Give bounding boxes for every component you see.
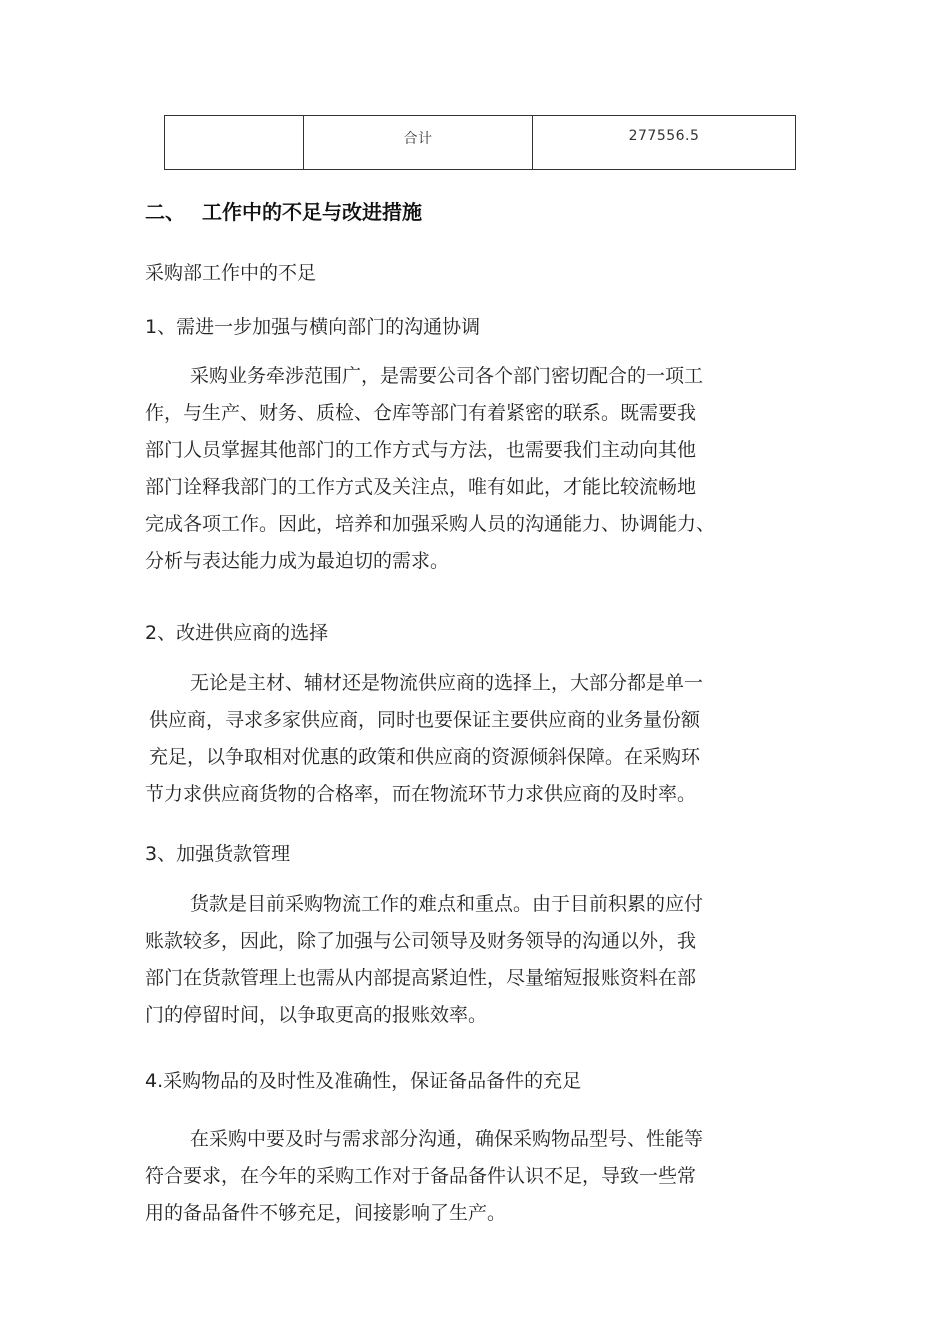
paragraph-line: 采购业务牵涉范围广，是需要公司各个部门密切配合的一项工 <box>190 365 704 387</box>
paragraph-line: 部门人员掌握其他部门的工作方式与方法，也需要我们主动向其他 <box>145 439 697 461</box>
paragraph <box>145 665 825 813</box>
paragraph-line: 分析与表达能力成为最迫切的需求。 <box>145 550 450 572</box>
item-heading: 1、需进一步加强与横向部门的沟通协调 <box>145 316 481 338</box>
table-cell-total-label: 合计 <box>304 116 533 170</box>
paragraph-line: 部门诠释我部门的工作方式及关注点，唯有如此，才能比较流畅地 <box>145 476 697 498</box>
section-title: 工作中的不足与改进措施 <box>202 200 422 224</box>
subtitle: 采购部工作中的不足 <box>145 262 317 284</box>
paragraph-line: 节力求供应商货物的合格率，而在物流环节力求供应商的及时率。 <box>145 783 697 805</box>
paragraph-line: 货款是目前采购物流工作的难点和重点。由于目前积累的应付 <box>190 893 704 915</box>
paragraph <box>145 358 825 580</box>
paragraph-line: 账款较多，因此，除了加强与公司领导及财务领导的沟通以外，我 <box>145 930 697 952</box>
paragraph-line: 充足，以争取相对优惠的政策和供应商的资源倾斜保障。在采购环 <box>149 746 701 768</box>
paragraph <box>145 1121 825 1232</box>
paragraph-line: 符合要求，在今年的采购工作对于备品备件认识不足，导致一些常 <box>145 1165 697 1187</box>
item-heading: 4.采购物品的及时性及准确性，保证备品备件的充足 <box>145 1070 582 1092</box>
item-heading: 3、加强货款管理 <box>145 843 291 865</box>
section-heading <box>145 196 810 225</box>
paragraph-line: 门的停留时间，以争取更高的报账效率。 <box>145 1004 488 1026</box>
item-heading: 2、改进供应商的选择 <box>145 622 329 644</box>
table-cell-total-value: 277556.5 <box>533 116 796 170</box>
section-number: 二、 <box>145 200 185 224</box>
paragraph-line: 用的备品备件不够充足，间接影响了生产。 <box>145 1202 507 1224</box>
table-row <box>165 116 796 170</box>
summary-table <box>164 115 796 170</box>
table-cell-empty <box>165 116 304 170</box>
paragraph-line: 无论是主材、辅材还是物流供应商的选择上，大部分都是单一 <box>190 672 704 694</box>
paragraph-line: 完成各项工作。因此，培养和加强采购人员的沟通能力、协调能力、 <box>145 513 716 535</box>
paragraph-line: 部门在货款管理上也需从内部提高紧迫性，尽量缩短报账资料在部 <box>145 967 697 989</box>
paragraph-line: 供应商，寻求多家供应商，同时也要保证主要供应商的业务量份额 <box>149 709 701 731</box>
paragraph <box>145 886 825 1034</box>
paragraph-line: 作，与生产、财务、质检、仓库等部门有着紧密的联系。既需要我 <box>145 402 697 424</box>
paragraph-line: 在采购中要及时与需求部分沟通，确保采购物品型号、性能等 <box>190 1128 704 1150</box>
